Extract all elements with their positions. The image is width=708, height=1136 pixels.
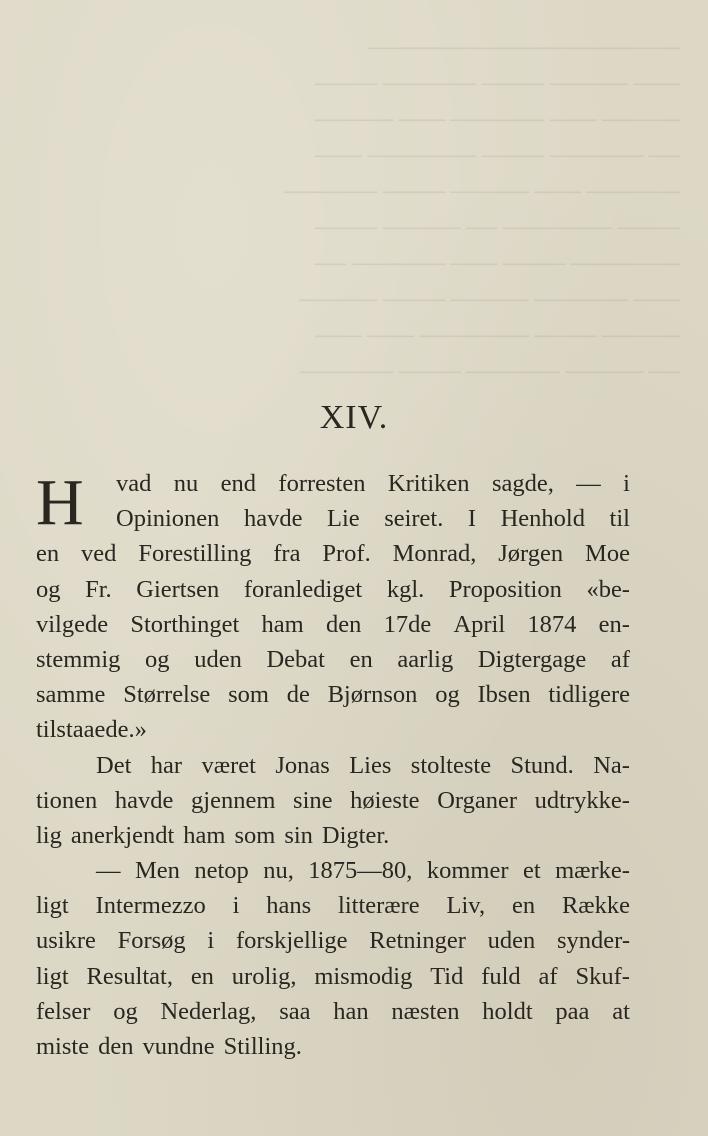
word: kommer — [426, 857, 509, 885]
word: Jørgen — [498, 540, 564, 568]
word: Moe — [585, 540, 630, 568]
word: har — [150, 751, 183, 779]
word: og — [145, 645, 170, 673]
text-line — [36, 888, 630, 923]
word: Fr. — [85, 575, 112, 603]
word: Skuf- — [575, 962, 630, 990]
word: usikre — [36, 927, 96, 955]
word: i — [232, 892, 240, 920]
word: Række — [561, 892, 630, 920]
word: og — [113, 997, 138, 1025]
word: ham — [261, 610, 304, 638]
word: Opinionen — [116, 505, 220, 533]
word: sin — [284, 821, 313, 849]
word: i — [623, 470, 630, 497]
word: et — [522, 857, 541, 885]
text-line — [36, 642, 630, 677]
word: hans — [266, 892, 312, 920]
word: sine — [293, 786, 333, 814]
word: Intermezzo — [95, 892, 206, 920]
word: en — [349, 645, 373, 673]
word: uden — [194, 645, 242, 673]
word: Lies — [349, 751, 392, 779]
word: havde — [114, 786, 174, 814]
word: Retninger — [369, 927, 466, 955]
text-line — [36, 818, 630, 853]
word: Proposition — [448, 575, 562, 603]
word: paa — [555, 997, 590, 1025]
word: ligt — [36, 892, 69, 920]
text-line — [36, 607, 630, 642]
word: lig — [36, 821, 62, 849]
word: 17de — [383, 610, 432, 638]
word: foranlediget — [243, 575, 363, 603]
word: en — [511, 892, 536, 920]
word: kgl. — [386, 575, 425, 603]
word: holdt — [482, 997, 533, 1025]
word: litterære — [338, 892, 420, 920]
word: og — [435, 681, 460, 709]
word: høieste — [350, 786, 420, 814]
word: som — [228, 681, 269, 709]
word: 1874 — [527, 610, 577, 638]
word: — — [96, 857, 121, 885]
word: Prof. — [322, 540, 371, 568]
text-line — [36, 466, 630, 501]
word: Tid — [430, 962, 464, 990]
word: Stilling. — [223, 1033, 302, 1060]
word: 1875—80, — [308, 857, 413, 885]
word: fra — [273, 540, 301, 568]
word: felser — [36, 997, 91, 1025]
word: vundne — [142, 1033, 215, 1060]
word: havde — [243, 505, 303, 533]
word: til — [609, 505, 630, 533]
text-line — [36, 959, 630, 994]
word: samme — [36, 681, 106, 709]
bleed-through-texture: ──────────────────── ─── ───── ──── ────── ──── ───── ─── ────── ─── ───── ── ────── ──── ─────── ─── ────── ─── ───── ──── ────── ──── ─────── ── ───── ──── ─────── ──── ─── ────── ── ─── ────── ───── ──── ───── ───── ──── ─────── ─── ─── ── ───── ────── ──── ────── — [283, 35, 680, 384]
word: I — [467, 505, 477, 533]
word: næsten — [391, 997, 460, 1025]
word: som — [234, 821, 276, 849]
word: en- — [598, 610, 630, 638]
word: «be- — [586, 575, 630, 603]
word: den — [325, 610, 362, 638]
word: Digter. — [321, 821, 390, 849]
word: saa — [279, 997, 311, 1025]
word: en — [190, 962, 214, 990]
word: Forsøg — [117, 927, 186, 955]
word: Na- — [593, 751, 630, 779]
chapter-heading: XIV. — [319, 399, 389, 436]
word: Forestilling — [138, 540, 252, 568]
word: ligt — [36, 962, 69, 990]
word: forresten — [278, 470, 366, 497]
word: mismodig — [314, 962, 413, 990]
text-line — [36, 748, 630, 783]
word: ham — [183, 821, 226, 849]
word: aarlig — [397, 645, 454, 673]
text-line — [36, 572, 630, 607]
word: tidligere — [548, 681, 630, 709]
word: af — [610, 645, 630, 673]
word: Organer — [437, 786, 518, 814]
word: Bjørnson — [327, 681, 418, 709]
word: Ibsen — [477, 681, 531, 709]
text-line — [36, 501, 630, 536]
word: vad — [116, 470, 152, 497]
word: tionen — [36, 786, 98, 814]
word: netop — [194, 857, 249, 885]
word: Giertsen — [136, 575, 220, 603]
word: og — [36, 575, 61, 603]
word: — — [576, 470, 601, 497]
word: nu — [173, 470, 199, 497]
word: mærke- — [555, 857, 630, 885]
word: end — [220, 470, 257, 497]
word: forskjellige — [235, 927, 348, 955]
word: urolig, — [231, 962, 297, 990]
word: Størrelse — [123, 681, 211, 709]
word: ved — [81, 540, 117, 568]
word: stolteste — [410, 751, 492, 779]
text-line — [36, 712, 630, 747]
word: Storthinget — [130, 610, 240, 638]
word: fuld — [481, 962, 521, 990]
paragraph — [36, 466, 630, 748]
text-line — [36, 783, 630, 818]
word: stemmig — [36, 645, 121, 673]
word: Henhold — [500, 505, 585, 533]
word: været — [201, 751, 256, 779]
text-line — [36, 1029, 630, 1064]
body-text — [36, 466, 630, 1064]
word: anerkjendt — [70, 821, 175, 849]
word: Kritiken — [387, 470, 470, 497]
text-line — [36, 853, 630, 888]
word: den — [98, 1033, 134, 1060]
paragraph — [36, 748, 630, 854]
word: Debat — [266, 645, 325, 673]
word: i — [207, 927, 215, 955]
word: Stund. — [510, 751, 574, 779]
text-line — [36, 677, 630, 712]
word: de — [286, 681, 310, 709]
word: af — [538, 962, 558, 990]
word: Men — [134, 857, 180, 885]
word: synder- — [557, 927, 630, 955]
word: Digtergage — [477, 645, 587, 673]
word: Monrad, — [392, 540, 477, 568]
word: Det — [96, 751, 132, 779]
word: miste — [36, 1033, 90, 1060]
word: seiret. — [384, 505, 444, 533]
word: gjennem — [191, 786, 276, 814]
word: Jonas — [275, 751, 330, 779]
word: at — [612, 997, 630, 1025]
text-line — [36, 994, 630, 1029]
text-line — [36, 923, 630, 958]
word: April — [453, 610, 506, 638]
word: vilgede — [36, 610, 109, 638]
word: han — [333, 997, 369, 1025]
word: en — [36, 540, 60, 568]
word: sagde, — [491, 470, 554, 497]
drop-cap: H — [36, 466, 84, 539]
word: tilstaaede.» — [36, 716, 147, 744]
word: Lie — [327, 505, 360, 533]
paragraph — [36, 853, 630, 1064]
word: nu, — [263, 857, 294, 885]
word: Nederlag, — [160, 997, 257, 1025]
word: Liv, — [446, 892, 486, 920]
word: uden — [487, 927, 536, 955]
word: Resultat, — [86, 962, 173, 990]
word: udtrykke- — [534, 786, 630, 814]
text-line — [36, 536, 630, 571]
